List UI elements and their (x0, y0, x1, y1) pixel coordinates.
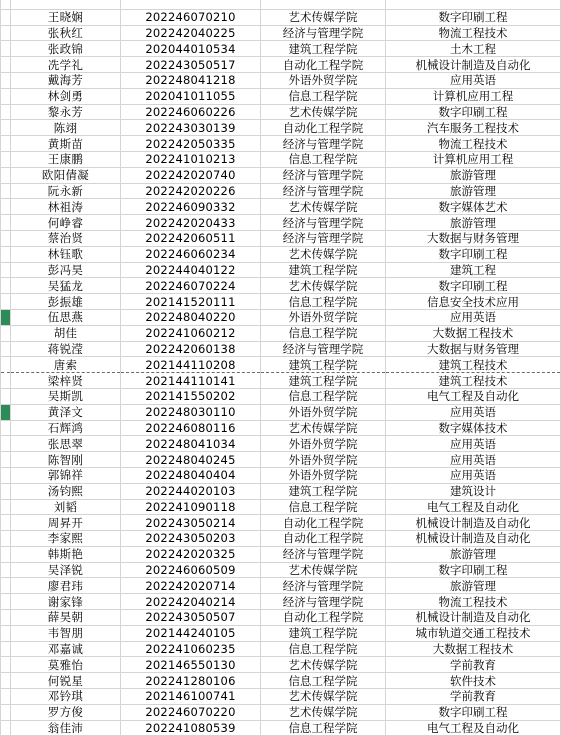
student-id-cell[interactable]: 202044010534 (121, 41, 261, 57)
student-id-cell[interactable]: 202241060235 (121, 641, 261, 657)
row-gutter-cell[interactable] (1, 230, 11, 246)
student-id-cell[interactable]: 202246060509 (121, 562, 261, 578)
student-id-cell[interactable]: 202246060234 (121, 246, 261, 262)
table-row (1, 199, 561, 215)
college-cell[interactable]: 信息工程学院 (261, 88, 386, 104)
major-cell[interactable]: 汽车服务工程技术 (386, 120, 561, 136)
row-gutter-cell[interactable] (1, 373, 11, 389)
student-id-cell[interactable]: 202146100741 (121, 689, 261, 705)
major-cell[interactable]: 计算机应用工程 (386, 151, 561, 167)
row-gutter-cell[interactable] (1, 88, 11, 104)
name-cell[interactable]: 黄斯苗 (11, 136, 121, 152)
name-cell[interactable]: 邓嘉诚 (11, 641, 121, 657)
name-cell[interactable]: 林钰歌 (11, 246, 121, 262)
name-cell[interactable]: 谢家锋 (11, 594, 121, 610)
name-cell[interactable]: 陈翊 (11, 120, 121, 136)
student-id-cell[interactable]: 202242020325 (121, 546, 261, 562)
name-cell[interactable]: 陈智刚 (11, 452, 121, 468)
name-cell[interactable]: 彭振雄 (11, 294, 121, 310)
table-row (1, 594, 561, 610)
name-cell[interactable]: 周昇开 (11, 515, 121, 531)
name-cell[interactable]: 张政锦 (11, 41, 121, 57)
name-cell[interactable]: 张秋红 (11, 25, 121, 41)
table-row (1, 452, 561, 468)
table-row (1, 467, 561, 483)
table-row (1, 515, 561, 531)
major-cell[interactable]: 旅游管理 (386, 183, 561, 199)
major-cell[interactable]: 物流工程技术 (386, 25, 561, 41)
table-row (1, 120, 561, 136)
name-cell[interactable]: 韩斯艳 (11, 546, 121, 562)
row-gutter-cell[interactable] (1, 610, 11, 626)
table-row (1, 657, 561, 673)
row-gutter-cell[interactable] (1, 104, 11, 120)
college-cell[interactable]: 艺术传媒学院 (261, 278, 386, 294)
row-gutter-cell[interactable] (1, 531, 11, 547)
row-gutter-cell[interactable] (1, 167, 11, 183)
row-gutter-cell[interactable] (1, 436, 11, 452)
row-gutter-cell[interactable] (1, 262, 11, 278)
table-row (1, 420, 561, 436)
student-id-cell[interactable]: 202243050214 (121, 515, 261, 531)
table-row (1, 625, 561, 641)
major-cell[interactable]: 计算机应用工程 (386, 88, 561, 104)
name-cell[interactable]: 戴海芳 (11, 72, 121, 88)
major-cell[interactable]: 机械设计制造及自动化 (386, 57, 561, 73)
row-gutter-cell[interactable] (1, 309, 11, 325)
table-row (1, 404, 561, 420)
row-gutter-cell[interactable] (1, 420, 11, 436)
major-cell[interactable]: 旅游管理 (386, 215, 561, 231)
table-row (1, 309, 561, 325)
name-cell[interactable]: 林祖涛 (11, 199, 121, 215)
name-cell[interactable]: 莫雅怡 (11, 657, 121, 673)
college-cell[interactable]: 艺术传媒学院 (261, 689, 386, 705)
college-cell[interactable]: 建筑工程学院 (261, 357, 386, 373)
student-id-cell[interactable]: 202144110141 (121, 373, 261, 389)
row-gutter-cell[interactable] (1, 641, 11, 657)
row-gutter-cell[interactable] (1, 41, 11, 57)
student-id-cell[interactable]: 202248030110 (121, 404, 261, 420)
college-cell[interactable]: 经济与管理学院 (261, 183, 386, 199)
table-row (1, 41, 561, 57)
major-cell[interactable]: 大数据工程技术 (386, 641, 561, 657)
name-cell[interactable]: 邓钤琪 (11, 689, 121, 705)
row-gutter-cell[interactable] (1, 594, 11, 610)
major-cell[interactable]: 旅游管理 (386, 578, 561, 594)
college-cell[interactable]: 自动化工程学院 (261, 610, 386, 626)
student-id-cell[interactable]: 202248040245 (121, 452, 261, 468)
student-id-cell[interactable]: 202241280106 (121, 673, 261, 689)
table-row (1, 341, 561, 357)
college-cell[interactable]: 信息工程学院 (261, 673, 386, 689)
student-id-cell[interactable]: 202246070210 (121, 9, 261, 25)
row-gutter-cell[interactable] (1, 151, 11, 167)
table-row (1, 0, 561, 9)
row-gutter-cell[interactable] (1, 294, 11, 310)
major-cell[interactable]: 城市轨道交通工程技术 (386, 625, 561, 641)
college-cell[interactable]: 自动化工程学院 (261, 531, 386, 547)
name-cell[interactable]: 唐索 (11, 357, 121, 373)
major-cell[interactable]: 数字媒体技术 (386, 420, 561, 436)
name-cell[interactable]: 韦智朋 (11, 625, 121, 641)
major-cell[interactable]: 大数据与财务管理 (386, 341, 561, 357)
student-id-cell[interactable]: 202248041218 (121, 72, 261, 88)
major-cell[interactable]: 土木工程 (386, 41, 561, 57)
name-cell[interactable]: 吴猛龙 (11, 278, 121, 294)
major-cell[interactable]: 建筑工程技术 (386, 357, 561, 373)
college-cell[interactable]: 经济与管理学院 (261, 594, 386, 610)
student-id-cell[interactable]: 202241010213 (121, 151, 261, 167)
student-id-cell[interactable]: 202242020226 (121, 183, 261, 199)
major-cell[interactable]: 旅游管理 (386, 167, 561, 183)
name-cell[interactable]: 冼学礼 (11, 57, 121, 73)
college-cell[interactable]: 信息工程学院 (261, 499, 386, 515)
name-cell[interactable]: 胡佳 (11, 325, 121, 341)
row-gutter-cell[interactable] (1, 467, 11, 483)
name-cell[interactable]: 何峥睿 (11, 215, 121, 231)
college-cell[interactable]: 外语外贸学院 (261, 436, 386, 452)
student-id-cell[interactable]: 202243030139 (121, 120, 261, 136)
table-row (1, 294, 561, 310)
student-id-cell[interactable]: 202242040225 (121, 25, 261, 41)
row-gutter-cell[interactable] (1, 452, 11, 468)
major-cell[interactable]: 物流工程技术 (386, 136, 561, 152)
table-row (1, 25, 561, 41)
name-cell[interactable]: 李家熙 (11, 531, 121, 547)
college-cell[interactable]: 艺术传媒学院 (261, 104, 386, 120)
college-cell[interactable]: 自动化工程学院 (261, 120, 386, 136)
college-cell[interactable]: 外语外贸学院 (261, 309, 386, 325)
row-gutter-cell[interactable] (1, 625, 11, 641)
name-cell[interactable]: 石辉鸿 (11, 420, 121, 436)
row-gutter-cell[interactable] (1, 325, 11, 341)
student-id-cell[interactable]: 202241080539 (121, 720, 261, 736)
student-id-cell[interactable]: 202144110208 (121, 357, 261, 373)
table-row (1, 72, 561, 88)
major-cell[interactable]: 机械设计制造及自动化 (386, 531, 561, 547)
name-cell[interactable]: 黄泽文 (11, 404, 121, 420)
row-gutter-cell[interactable] (1, 120, 11, 136)
major-cell[interactable]: 建筑设计 (386, 483, 561, 499)
table-row (1, 262, 561, 278)
name-cell[interactable]: 黎永芳 (11, 104, 121, 120)
row-gutter-cell[interactable] (1, 483, 11, 499)
major-cell[interactable]: 建筑工程技术 (386, 373, 561, 389)
row-gutter-cell[interactable] (1, 404, 11, 420)
name-cell[interactable]: 王康鹏 (11, 151, 121, 167)
college-cell[interactable]: 外语外贸学院 (261, 452, 386, 468)
college-cell[interactable]: 艺术传媒学院 (261, 246, 386, 262)
college-cell[interactable]: 艺术传媒学院 (261, 9, 386, 25)
student-id-cell[interactable]: 202242060511 (121, 230, 261, 246)
student-id-cell[interactable]: 202246080116 (121, 420, 261, 436)
name-cell[interactable]: 阮永新 (11, 183, 121, 199)
table-row (1, 704, 561, 720)
table-row (1, 388, 561, 404)
table-row (1, 610, 561, 626)
college-cell[interactable]: 外语外贸学院 (261, 404, 386, 420)
major-cell[interactable]: 数字印刷工程 (386, 562, 561, 578)
row-gutter-cell[interactable] (1, 72, 11, 88)
student-id-cell[interactable]: 202248040220 (121, 309, 261, 325)
major-cell[interactable]: 应用英语 (386, 436, 561, 452)
major-cell[interactable]: 建筑工程 (386, 262, 561, 278)
row-gutter-cell[interactable] (1, 341, 11, 357)
student-id-cell[interactable]: 202242060138 (121, 341, 261, 357)
table-row (1, 88, 561, 104)
table-row (1, 483, 561, 499)
table-row (1, 246, 561, 262)
college-cell[interactable]: 建筑工程学院 (261, 41, 386, 57)
row-gutter-cell[interactable] (1, 25, 11, 41)
row-gutter-cell[interactable] (1, 562, 11, 578)
table-row (1, 278, 561, 294)
name-cell[interactable]: 彭冯昊 (11, 262, 121, 278)
name-cell[interactable]: 伍思燕 (11, 309, 121, 325)
table-row (1, 136, 561, 152)
student-id-cell[interactable]: 202243050203 (121, 531, 261, 547)
student-id-cell[interactable]: 202146550130 (121, 657, 261, 673)
table-row (1, 673, 561, 689)
row-gutter-cell[interactable] (1, 515, 11, 531)
student-id-cell[interactable]: 202246060226 (121, 104, 261, 120)
major-cell[interactable]: 应用英语 (386, 72, 561, 88)
table-row (1, 215, 561, 231)
name-cell[interactable]: 欧阳倩凝 (11, 167, 121, 183)
major-cell[interactable] (386, 0, 561, 9)
table-row (1, 57, 561, 73)
name-cell[interactable]: 郭锦祥 (11, 467, 121, 483)
major-cell[interactable]: 学前教育 (386, 657, 561, 673)
major-cell[interactable]: 机械设计制造及自动化 (386, 610, 561, 626)
name-cell[interactable]: 张思翠 (11, 436, 121, 452)
college-cell[interactable]: 自动化工程学院 (261, 57, 386, 73)
student-id-cell[interactable]: 202243050507 (121, 610, 261, 626)
major-cell[interactable]: 软件技术 (386, 673, 561, 689)
student-id-cell[interactable]: 202244020103 (121, 483, 261, 499)
name-cell[interactable]: 何锐星 (11, 673, 121, 689)
name-cell[interactable]: 罗方俊 (11, 704, 121, 720)
row-gutter-cell[interactable] (1, 546, 11, 562)
name-cell[interactable]: 蒋锐滢 (11, 341, 121, 357)
table-row (1, 183, 561, 199)
college-cell[interactable]: 经济与管理学院 (261, 546, 386, 562)
major-cell[interactable]: 学前教育 (386, 689, 561, 705)
name-cell[interactable]: 吴泽锐 (11, 562, 121, 578)
student-id-cell[interactable]: 202246090332 (121, 199, 261, 215)
student-id-cell[interactable]: 202242040214 (121, 594, 261, 610)
table-row (1, 325, 561, 341)
row-gutter-cell[interactable] (1, 9, 11, 25)
major-cell[interactable]: 旅游管理 (386, 546, 561, 562)
table-row (1, 499, 561, 515)
college-cell[interactable]: 建筑工程学院 (261, 262, 386, 278)
college-cell[interactable]: 经济与管理学院 (261, 136, 386, 152)
row-gutter-cell[interactable] (1, 57, 11, 73)
table-row (1, 641, 561, 657)
table-row (1, 689, 561, 705)
student-id-cell[interactable]: 202241090118 (121, 499, 261, 515)
college-cell[interactable]: 经济与管理学院 (261, 167, 386, 183)
table-row (1, 151, 561, 167)
row-gutter-cell[interactable] (1, 0, 11, 9)
major-cell[interactable]: 应用英语 (386, 404, 561, 420)
student-id-cell[interactable]: 202244040122 (121, 262, 261, 278)
college-cell[interactable]: 经济与管理学院 (261, 341, 386, 357)
name-cell[interactable]: 蔡治贤 (11, 230, 121, 246)
college-cell[interactable] (261, 0, 386, 9)
row-gutter-cell[interactable] (1, 136, 11, 152)
college-cell[interactable]: 信息工程学院 (261, 720, 386, 736)
major-cell[interactable]: 电气工程及自动化 (386, 499, 561, 515)
college-cell[interactable]: 艺术传媒学院 (261, 420, 386, 436)
student-id-cell[interactable]: 202242020433 (121, 215, 261, 231)
table-row (1, 531, 561, 547)
major-cell[interactable]: 应用英语 (386, 467, 561, 483)
name-cell[interactable]: 汤钧熙 (11, 483, 121, 499)
student-id-cell[interactable]: 202243050517 (121, 57, 261, 73)
name-cell[interactable]: 刘韬 (11, 499, 121, 515)
row-gutter-cell[interactable] (1, 499, 11, 515)
table-row (1, 230, 561, 246)
major-cell[interactable]: 数字印刷工程 (386, 9, 561, 25)
college-cell[interactable]: 经济与管理学院 (261, 578, 386, 594)
student-id-cell[interactable]: 202246070220 (121, 704, 261, 720)
student-id-cell[interactable] (121, 0, 261, 9)
major-cell[interactable]: 物流工程技术 (386, 594, 561, 610)
major-cell[interactable]: 大数据与财务管理 (386, 230, 561, 246)
row-gutter-cell[interactable] (1, 689, 11, 705)
student-id-cell[interactable]: 202248041034 (121, 436, 261, 452)
name-cell[interactable]: 林剑勇 (11, 88, 121, 104)
table-row (1, 720, 561, 736)
college-cell[interactable]: 外语外贸学院 (261, 72, 386, 88)
major-cell[interactable]: 数字印刷工程 (386, 278, 561, 294)
major-cell[interactable]: 数字印刷工程 (386, 104, 561, 120)
row-gutter-cell[interactable] (1, 199, 11, 215)
major-cell[interactable]: 数字媒体艺术 (386, 199, 561, 215)
college-cell[interactable]: 信息工程学院 (261, 325, 386, 341)
college-cell[interactable]: 建筑工程学院 (261, 483, 386, 499)
college-cell[interactable]: 信息工程学院 (261, 294, 386, 310)
college-cell[interactable]: 经济与管理学院 (261, 215, 386, 231)
student-id-cell[interactable]: 202141550202 (121, 388, 261, 404)
student-id-cell[interactable]: 202242050335 (121, 136, 261, 152)
major-cell[interactable]: 电气工程及自动化 (386, 720, 561, 736)
row-gutter-cell[interactable] (1, 278, 11, 294)
student-id-cell[interactable]: 202242020714 (121, 578, 261, 594)
college-cell[interactable]: 经济与管理学院 (261, 230, 386, 246)
row-gutter-cell[interactable] (1, 183, 11, 199)
row-gutter-cell[interactable] (1, 215, 11, 231)
name-cell[interactable]: 王晓娴 (11, 9, 121, 25)
table-row (1, 578, 561, 594)
student-id-cell[interactable]: 202041011055 (121, 88, 261, 104)
row-gutter-cell[interactable] (1, 704, 11, 720)
major-cell[interactable]: 应用英语 (386, 452, 561, 468)
row-gutter-cell[interactable] (1, 578, 11, 594)
row-gutter-cell[interactable] (1, 657, 11, 673)
major-cell[interactable]: 机械设计制造及自动化 (386, 515, 561, 531)
name-cell[interactable]: 梁梓贤 (11, 373, 121, 389)
major-cell[interactable]: 信息安全技术应用 (386, 294, 561, 310)
student-id-cell[interactable]: 202246070224 (121, 278, 261, 294)
row-gutter-cell[interactable] (1, 357, 11, 373)
college-cell[interactable]: 艺术传媒学院 (261, 704, 386, 720)
college-cell[interactable]: 建筑工程学院 (261, 625, 386, 641)
major-cell[interactable]: 数字印刷工程 (386, 704, 561, 720)
row-gutter-cell[interactable] (1, 246, 11, 262)
student-id-cell[interactable]: 202144240105 (121, 625, 261, 641)
college-cell[interactable]: 建筑工程学院 (261, 373, 386, 389)
table-row (1, 436, 561, 452)
row-gutter-cell[interactable] (1, 673, 11, 689)
table-row (1, 104, 561, 120)
college-cell[interactable]: 信息工程学院 (261, 151, 386, 167)
major-cell[interactable]: 电气工程及自动化 (386, 388, 561, 404)
college-cell[interactable]: 自动化工程学院 (261, 515, 386, 531)
name-cell[interactable]: 廖君玮 (11, 578, 121, 594)
major-cell[interactable]: 应用英语 (386, 309, 561, 325)
major-cell[interactable]: 数字印刷工程 (386, 246, 561, 262)
student-id-cell[interactable]: 202241060212 (121, 325, 261, 341)
college-cell[interactable]: 外语外贸学院 (261, 467, 386, 483)
college-cell[interactable]: 信息工程学院 (261, 641, 386, 657)
table-row (1, 167, 561, 183)
student-id-cell[interactable]: 202242020740 (121, 167, 261, 183)
college-cell[interactable]: 艺术传媒学院 (261, 657, 386, 673)
college-cell[interactable]: 艺术传媒学院 (261, 199, 386, 215)
table-row (1, 373, 561, 389)
name-cell[interactable] (11, 0, 121, 9)
student-id-cell[interactable]: 202248040404 (121, 467, 261, 483)
college-cell[interactable]: 艺术传媒学院 (261, 562, 386, 578)
name-cell[interactable]: 薛昊朝 (11, 610, 121, 626)
major-cell[interactable]: 大数据工程技术 (386, 325, 561, 341)
table-row (1, 357, 561, 373)
table-row (1, 9, 561, 25)
name-cell[interactable]: 吴斯凯 (11, 388, 121, 404)
college-cell[interactable]: 信息工程学院 (261, 388, 386, 404)
row-gutter-cell[interactable] (1, 720, 11, 736)
student-id-cell[interactable]: 202141520111 (121, 294, 261, 310)
name-cell[interactable]: 翁佳沛 (11, 720, 121, 736)
table-row (1, 546, 561, 562)
college-cell[interactable]: 经济与管理学院 (261, 25, 386, 41)
row-gutter-cell[interactable] (1, 388, 11, 404)
table-row (1, 562, 561, 578)
